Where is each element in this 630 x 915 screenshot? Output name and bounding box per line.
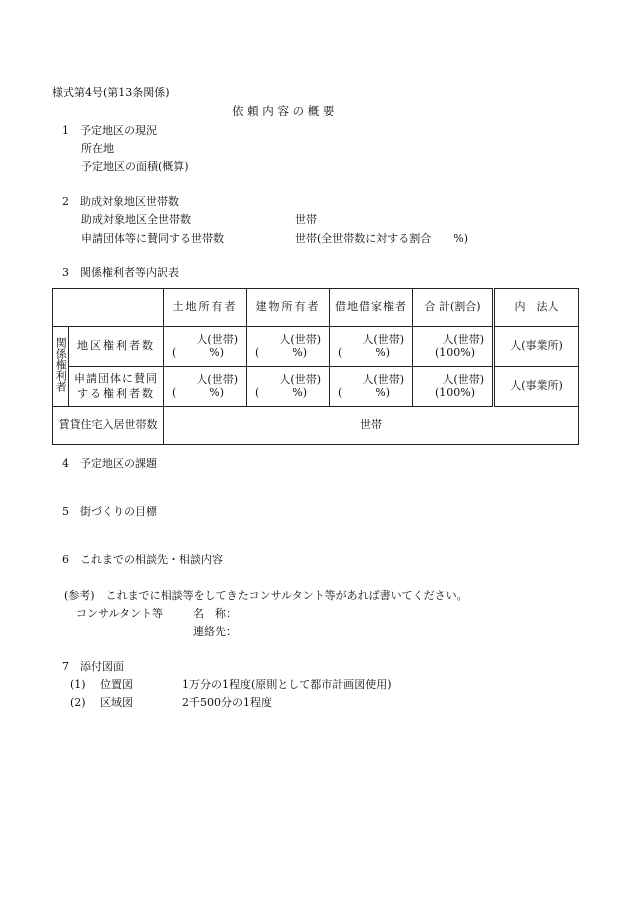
- table-cell: 人(世帯) (100%): [413, 367, 494, 407]
- section-5-heading: 5 街づくりの目標: [62, 505, 157, 518]
- side-label-cell: [53, 327, 69, 407]
- header-corner: [53, 289, 164, 327]
- rental-unit: 世帯: [164, 407, 579, 445]
- table-cell: 人(世帯) ( %): [330, 327, 413, 367]
- consultant-label: コンサルタント等: [76, 607, 164, 620]
- row-label-district: 地区権利者数: [69, 327, 164, 367]
- all-households-unit: 世帯: [295, 213, 317, 226]
- table-cell: 人(事業所): [494, 367, 579, 407]
- table-row: [53, 407, 579, 445]
- agree-households-label: 申請団体等に賛同する世帯数: [81, 232, 224, 245]
- attachment-1-name: 位置図: [100, 678, 133, 691]
- attachment-2-number: (2): [70, 696, 86, 709]
- section-6-heading: 6 これまでの相談先・相談内容: [62, 553, 223, 566]
- all-households-label: 助成対象地区全世帯数: [81, 213, 191, 226]
- section-7-heading: 7 添付図面: [62, 660, 124, 673]
- attachment-1-desc: 1万分の1程度(原則として都市計画図使用): [182, 678, 392, 691]
- table-cell: 人(世帯) ( %): [247, 327, 330, 367]
- header-total: 合 計(割合): [413, 289, 494, 327]
- consultant-name-label: 名 称：: [193, 607, 237, 620]
- location-label: 所在地: [81, 142, 114, 155]
- table-cell: 人(事業所): [494, 327, 579, 367]
- rights-holders-table: [52, 288, 579, 445]
- consultant-contact-label: 連絡先：: [193, 625, 237, 638]
- section-3-heading: 3 関係権利者等内訳表: [62, 266, 179, 279]
- table-cell: 人(世帯) ( %): [247, 367, 330, 407]
- table-cell: 人(世帯) (100%): [413, 327, 494, 367]
- table-cell: 人(世帯) ( %): [164, 367, 247, 407]
- section-2-heading: 2 助成対象地区世帯数: [62, 195, 179, 208]
- table-row: [53, 367, 579, 407]
- table-row: [53, 327, 579, 367]
- document-title: 依 頼 内 容 の 概 要: [232, 104, 335, 118]
- side-label: 関係権利者: [54, 337, 68, 393]
- form-number: 様式第4号(第13条関係): [52, 86, 170, 99]
- rental-label: 賃貸住宅入居世帯数: [53, 407, 164, 445]
- header-lessee: 借地借家権者: [330, 289, 413, 327]
- row-label-agree: 申請団体に賛同 する権利者数: [69, 367, 164, 407]
- attachment-1-number: (1): [70, 678, 86, 691]
- attachment-2-desc: 2千500分の1程度: [182, 696, 272, 709]
- table-header-row: [53, 289, 579, 327]
- attachment-2-name: 区域図: [100, 696, 133, 709]
- agree-households-unit: 世帯(全世帯数に対する割合 %): [295, 232, 469, 245]
- header-corporation: 内 法人: [494, 289, 579, 327]
- area-label: 予定地区の面積(概算): [81, 160, 189, 173]
- table-cell: 人(世帯) ( %): [330, 367, 413, 407]
- header-building-owner: 建物所有者: [247, 289, 330, 327]
- section-1-heading: 1 予定地区の現況: [62, 124, 157, 137]
- header-land-owner: 土地所有者: [164, 289, 247, 327]
- table-cell: 人(世帯) ( %): [164, 327, 247, 367]
- section-4-heading: 4 予定地区の課題: [62, 457, 157, 470]
- reference-note: (参考) これまでに相談等をしてきたコンサルタント等があれば書いてください。: [64, 589, 468, 602]
